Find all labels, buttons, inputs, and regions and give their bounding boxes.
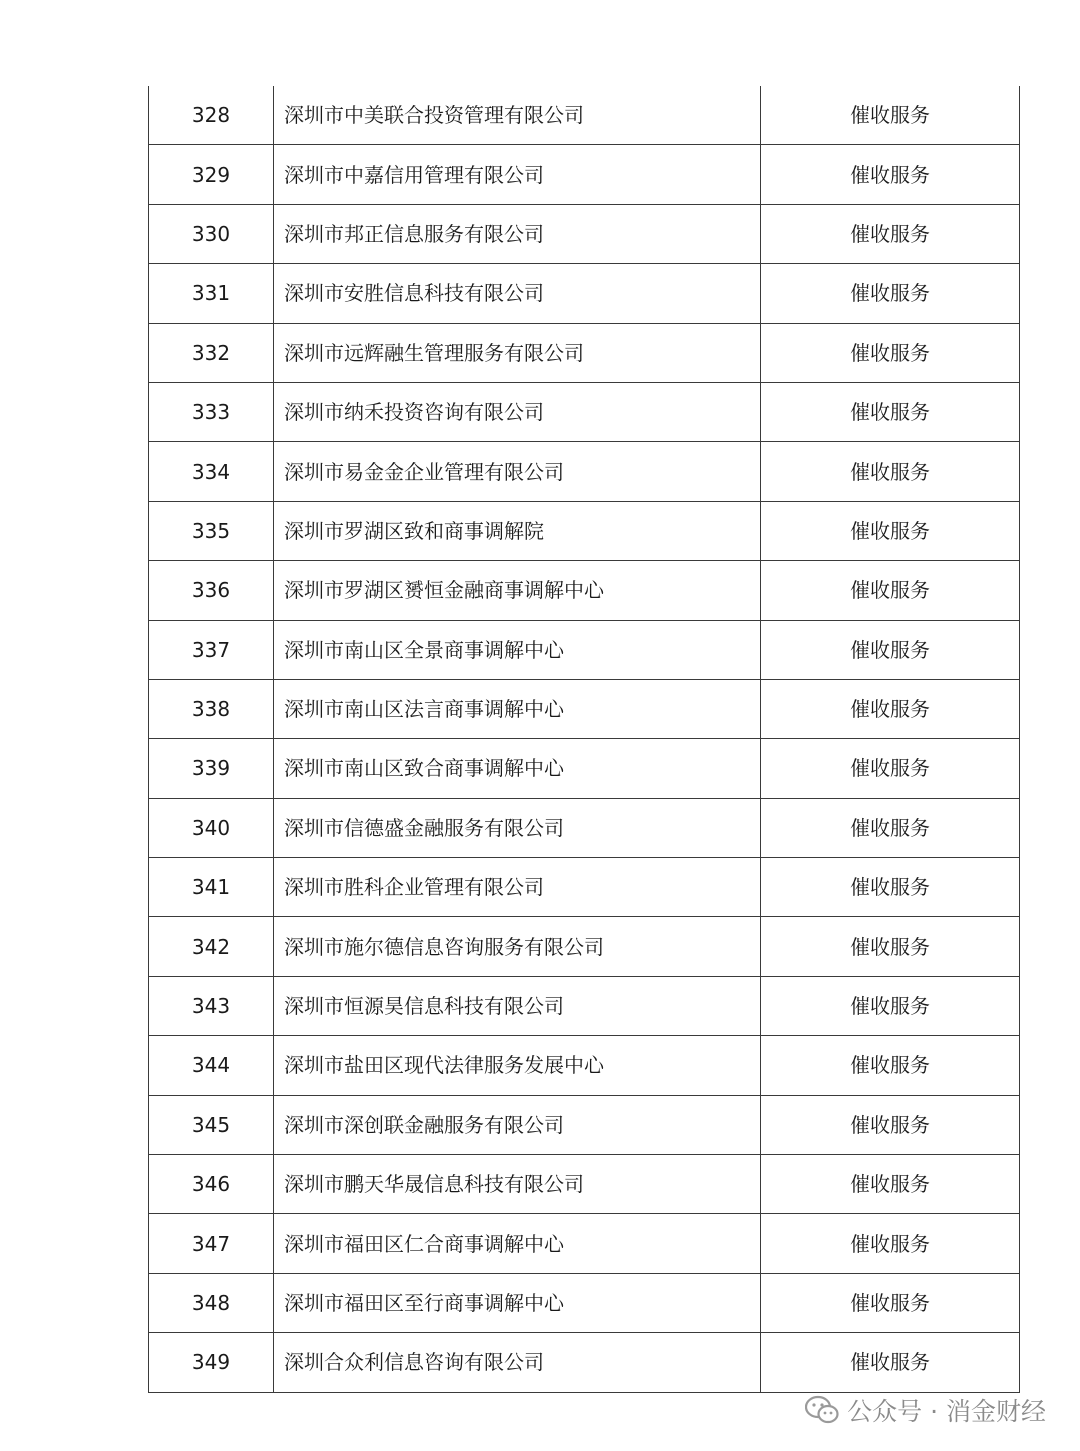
- company-name: 深圳合众利信息咨询有限公司: [274, 1333, 761, 1392]
- table-row: [149, 679, 1020, 738]
- row-number: 328: [149, 86, 274, 145]
- company-name: 深圳市罗湖区致和商事调解院: [274, 501, 761, 560]
- service-type: 催收服务: [761, 1095, 1020, 1154]
- company-name: 深圳市中嘉信用管理有限公司: [274, 145, 761, 204]
- table-row: [149, 917, 1020, 976]
- row-number: 344: [149, 1036, 274, 1095]
- row-number: 332: [149, 323, 274, 382]
- row-number: 329: [149, 145, 274, 204]
- table-body: [149, 86, 1020, 1392]
- company-name: 深圳市安胜信息科技有限公司: [274, 264, 761, 323]
- row-number: 345: [149, 1095, 274, 1154]
- company-name: 深圳市中美联合投资管理有限公司: [274, 86, 761, 145]
- table-row: [149, 798, 1020, 857]
- service-type: 催收服务: [761, 739, 1020, 798]
- row-number: 340: [149, 798, 274, 857]
- row-number: 339: [149, 739, 274, 798]
- company-name: 深圳市南山区法言商事调解中心: [274, 679, 761, 738]
- row-number: 334: [149, 442, 274, 501]
- table-row: [149, 86, 1020, 145]
- row-number: 333: [149, 382, 274, 441]
- company-name: 深圳市远辉融生管理服务有限公司: [274, 323, 761, 382]
- company-list-table: [148, 86, 1020, 1393]
- company-name: 深圳市深创联金融服务有限公司: [274, 1095, 761, 1154]
- company-name: 深圳市福田区至行商事调解中心: [274, 1273, 761, 1332]
- company-name: 深圳市南山区致合商事调解中心: [274, 739, 761, 798]
- company-name: 深圳市纳禾投资咨询有限公司: [274, 382, 761, 441]
- watermark: [805, 1392, 1046, 1428]
- service-type: 催收服务: [761, 858, 1020, 917]
- table-row: [149, 1333, 1020, 1392]
- service-type: 催收服务: [761, 798, 1020, 857]
- table-row: [149, 145, 1020, 204]
- company-name: 深圳市信德盛金融服务有限公司: [274, 798, 761, 857]
- table-row: [149, 1214, 1020, 1273]
- table-row: [149, 561, 1020, 620]
- service-type: 催收服务: [761, 976, 1020, 1035]
- service-type: 催收服务: [761, 501, 1020, 560]
- company-name: 深圳市福田区仁合商事调解中心: [274, 1214, 761, 1273]
- company-name: 深圳市盐田区现代法律服务发展中心: [274, 1036, 761, 1095]
- table-row: [149, 204, 1020, 263]
- table-row: [149, 620, 1020, 679]
- table-row: [149, 1155, 1020, 1214]
- company-name: 深圳市邦正信息服务有限公司: [274, 204, 761, 263]
- row-number: 337: [149, 620, 274, 679]
- table-row: [149, 323, 1020, 382]
- row-number: 342: [149, 917, 274, 976]
- table-row: [149, 976, 1020, 1035]
- company-name: 深圳市罗湖区赟恒金融商事调解中心: [274, 561, 761, 620]
- watermark-text: 公众号 · 消金财经: [847, 1397, 1046, 1426]
- service-type: 催收服务: [761, 264, 1020, 323]
- company-name: 深圳市胜科企业管理有限公司: [274, 858, 761, 917]
- company-name: 深圳市施尔德信息咨询服务有限公司: [274, 917, 761, 976]
- service-type: 催收服务: [761, 86, 1020, 145]
- service-type: 催收服务: [761, 1214, 1020, 1273]
- service-type: 催收服务: [761, 620, 1020, 679]
- service-type: 催收服务: [761, 145, 1020, 204]
- table-row: [149, 382, 1020, 441]
- table-row: [149, 442, 1020, 501]
- service-type: 催收服务: [761, 917, 1020, 976]
- table-row: [149, 501, 1020, 560]
- row-number: 336: [149, 561, 274, 620]
- service-type: 催收服务: [761, 1333, 1020, 1392]
- table-row: [149, 1273, 1020, 1332]
- row-number: 343: [149, 976, 274, 1035]
- company-name: 深圳市鹏天华晟信息科技有限公司: [274, 1155, 761, 1214]
- company-name: 深圳市南山区全景商事调解中心: [274, 620, 761, 679]
- table-row: [149, 1095, 1020, 1154]
- wechat-icon: [805, 1395, 839, 1425]
- row-number: 347: [149, 1214, 274, 1273]
- service-type: 催收服务: [761, 1155, 1020, 1214]
- service-type: 催收服务: [761, 204, 1020, 263]
- row-number: 331: [149, 264, 274, 323]
- company-name: 深圳市恒源昊信息科技有限公司: [274, 976, 761, 1035]
- service-type: 催收服务: [761, 1036, 1020, 1095]
- row-number: 349: [149, 1333, 274, 1392]
- service-type: 催收服务: [761, 679, 1020, 738]
- row-number: 330: [149, 204, 274, 263]
- table-row: [149, 739, 1020, 798]
- row-number: 341: [149, 858, 274, 917]
- row-number: 348: [149, 1273, 274, 1332]
- service-type: 催收服务: [761, 1273, 1020, 1332]
- service-type: 催收服务: [761, 442, 1020, 501]
- company-name: 深圳市易金金企业管理有限公司: [274, 442, 761, 501]
- table-row: [149, 858, 1020, 917]
- row-number: 346: [149, 1155, 274, 1214]
- table-row: [149, 1036, 1020, 1095]
- row-number: 335: [149, 501, 274, 560]
- service-type: 催收服务: [761, 561, 1020, 620]
- table-row: [149, 264, 1020, 323]
- service-type: 催收服务: [761, 382, 1020, 441]
- row-number: 338: [149, 679, 274, 738]
- service-type: 催收服务: [761, 323, 1020, 382]
